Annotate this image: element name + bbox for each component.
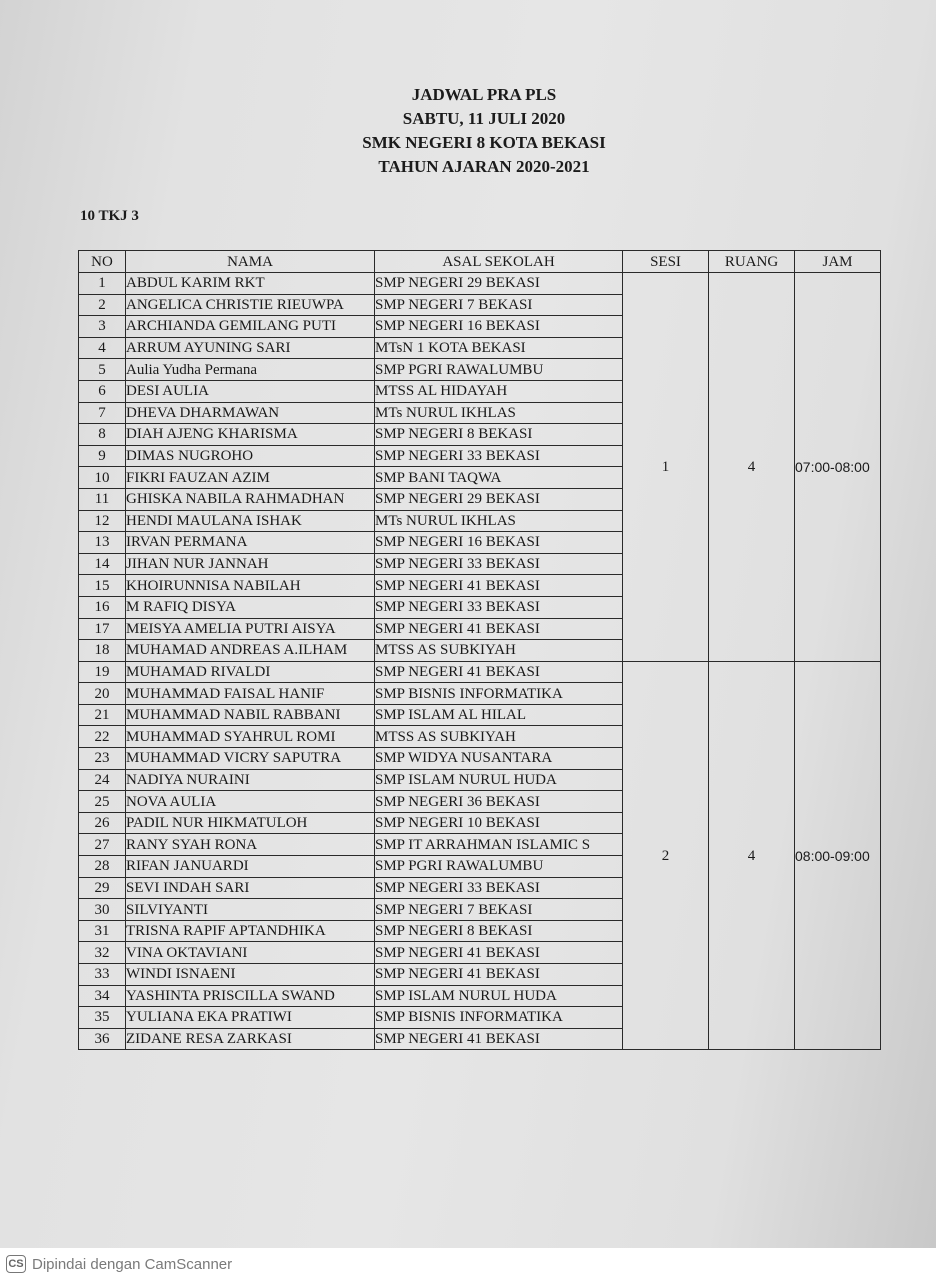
row-number: 32 xyxy=(79,942,126,964)
origin-school: MTs NURUL IKHLAS xyxy=(375,402,623,424)
student-name: VINA OKTAVIANI xyxy=(126,942,375,964)
row-number: 30 xyxy=(79,899,126,921)
student-name: YULIANA EKA PRATIWI xyxy=(126,1007,375,1029)
header-nama: NAMA xyxy=(126,251,375,273)
origin-school: MTsN 1 KOTA BEKASI xyxy=(375,337,623,359)
origin-school: MTSS AL HIDAYAH xyxy=(375,380,623,402)
camscanner-logo-icon: CS xyxy=(6,1255,26,1273)
row-number: 5 xyxy=(79,359,126,381)
row-number: 22 xyxy=(79,726,126,748)
origin-school: SMP NEGERI 33 BEKASI xyxy=(375,445,623,467)
student-name: JIHAN NUR JANNAH xyxy=(126,553,375,575)
school-line: SMK NEGERI 8 KOTA BEKASI xyxy=(362,133,606,152)
student-name: ARRUM AYUNING SARI xyxy=(126,337,375,359)
row-number: 18 xyxy=(79,640,126,662)
student-name: DESI AULIA xyxy=(126,380,375,402)
student-name: ZIDANE RESA ZARKASI xyxy=(126,1028,375,1050)
student-name: MEISYA AMELIA PUTRI AISYA xyxy=(126,618,375,640)
origin-school: SMP NEGERI 36 BEKASI xyxy=(375,791,623,813)
origin-school: MTs NURUL IKHLAS xyxy=(375,510,623,532)
student-name: ABDUL KARIM RKT xyxy=(126,273,375,295)
origin-school: MTSS AS SUBKIYAH xyxy=(375,640,623,662)
table-body xyxy=(79,273,881,1050)
origin-school: SMP ISLAM NURUL HUDA xyxy=(375,769,623,791)
student-name: FIKRI FAUZAN AZIM xyxy=(126,467,375,489)
student-name: DHEVA DHARMAWAN xyxy=(126,402,375,424)
student-name: MUHAMAD ANDREAS A.ILHAM xyxy=(126,640,375,662)
row-number: 17 xyxy=(79,618,126,640)
row-number: 13 xyxy=(79,532,126,554)
student-name: NADIYA NURAINI xyxy=(126,769,375,791)
student-name: NOVA AULIA xyxy=(126,791,375,813)
student-name: YASHINTA PRISCILLA SWAND xyxy=(126,985,375,1007)
student-name: RANY SYAH RONA xyxy=(126,834,375,856)
origin-school: SMP NEGERI 41 BEKASI xyxy=(375,1028,623,1050)
origin-school: SMP NEGERI 33 BEKASI xyxy=(375,877,623,899)
origin-school: SMP NEGERI 7 BEKASI xyxy=(375,294,623,316)
student-name: ARCHIANDA GEMILANG PUTI xyxy=(126,316,375,338)
row-number: 33 xyxy=(79,964,126,986)
year-line: TAHUN AJARAN 2020-2021 xyxy=(378,157,590,176)
origin-school: SMP NEGERI 41 BEKASI xyxy=(375,964,623,986)
student-name: MUHAMAD RIVALDI xyxy=(126,661,375,683)
row-number: 25 xyxy=(79,791,126,813)
row-number: 26 xyxy=(79,812,126,834)
schedule-table xyxy=(78,250,881,1050)
room-number: 4 xyxy=(709,661,795,1050)
student-name: IRVAN PERMANA xyxy=(126,532,375,554)
origin-school: SMP ISLAM AL HILAL xyxy=(375,704,623,726)
origin-school: SMP NEGERI 10 BEKASI xyxy=(375,812,623,834)
origin-school: SMP PGRI RAWALUMBU xyxy=(375,856,623,878)
row-number: 20 xyxy=(79,683,126,705)
student-name: TRISNA RAPIF APTANDHIKA xyxy=(126,920,375,942)
row-number: 15 xyxy=(79,575,126,597)
row-number: 29 xyxy=(79,877,126,899)
origin-school: SMP NEGERI 16 BEKASI xyxy=(375,316,623,338)
origin-school: SMP BISNIS INFORMATIKA xyxy=(375,1007,623,1029)
origin-school: SMP NEGERI 41 BEKASI xyxy=(375,618,623,640)
origin-school: SMP NEGERI 8 BEKASI xyxy=(375,424,623,446)
session-number: 1 xyxy=(623,273,709,662)
row-number: 12 xyxy=(79,510,126,532)
row-number: 6 xyxy=(79,380,126,402)
header-ruang: RUANG xyxy=(709,251,795,273)
origin-school: SMP NEGERI 41 BEKASI xyxy=(375,942,623,964)
class-label: 10 TKJ 3 xyxy=(80,208,139,224)
header-jam: JAM xyxy=(795,251,881,273)
table-row xyxy=(79,273,881,295)
origin-school: SMP NEGERI 33 BEKASI xyxy=(375,596,623,618)
student-name: WINDI ISNAENI xyxy=(126,964,375,986)
row-number: 35 xyxy=(79,1007,126,1029)
row-number: 11 xyxy=(79,488,126,510)
student-name: Aulia Yudha Permana xyxy=(126,359,375,381)
student-name: SEVI INDAH SARI xyxy=(126,877,375,899)
row-number: 24 xyxy=(79,769,126,791)
row-number: 36 xyxy=(79,1028,126,1050)
session-time: 07:00-08:00 xyxy=(795,273,881,662)
student-name: PADIL NUR HIKMATULOH xyxy=(126,812,375,834)
origin-school: SMP ISLAM NURUL HUDA xyxy=(375,985,623,1007)
origin-school: SMP NEGERI 7 BEKASI xyxy=(375,899,623,921)
row-number: 7 xyxy=(79,402,126,424)
row-number: 10 xyxy=(79,467,126,489)
student-name: GHISKA NABILA RAHMADHAN xyxy=(126,488,375,510)
table-header-row xyxy=(79,251,881,273)
student-name: HENDI MAULANA ISHAK xyxy=(126,510,375,532)
origin-school: SMP WIDYA NUSANTARA xyxy=(375,748,623,770)
student-name: KHOIRUNNISA NABILAH xyxy=(126,575,375,597)
header-sesi: SESI xyxy=(623,251,709,273)
origin-school: SMP NEGERI 16 BEKASI xyxy=(375,532,623,554)
room-number: 4 xyxy=(709,273,795,662)
table-row xyxy=(79,661,881,683)
row-number: 14 xyxy=(79,553,126,575)
row-number: 28 xyxy=(79,856,126,878)
session-time: 08:00-09:00 xyxy=(795,661,881,1050)
row-number: 23 xyxy=(79,748,126,770)
row-number: 4 xyxy=(79,337,126,359)
student-name: DIAH AJENG KHARISMA xyxy=(126,424,375,446)
origin-school: SMP NEGERI 8 BEKASI xyxy=(375,920,623,942)
origin-school: SMP NEGERI 41 BEKASI xyxy=(375,575,623,597)
student-name: RIFAN JANUARDI xyxy=(126,856,375,878)
student-name: MUHAMMAD SYAHRUL ROMI xyxy=(126,726,375,748)
header-no: NO xyxy=(79,251,126,273)
row-number: 27 xyxy=(79,834,126,856)
origin-school: SMP NEGERI 29 BEKASI xyxy=(375,273,623,295)
session-number: 2 xyxy=(623,661,709,1050)
origin-school: SMP NEGERI 33 BEKASI xyxy=(375,553,623,575)
student-name: DIMAS NUGROHO xyxy=(126,445,375,467)
scanner-watermark-text: Dipindai dengan CamScanner xyxy=(32,1255,233,1273)
origin-school: SMP BISNIS INFORMATIKA xyxy=(375,683,623,705)
header-asal-sekolah: ASAL SEKOLAH xyxy=(375,251,623,273)
origin-school: SMP IT ARRAHMAN ISLAMIC S xyxy=(375,834,623,856)
origin-school: SMP BANI TAQWA xyxy=(375,467,623,489)
title-line: JADWAL PRA PLS xyxy=(411,85,557,104)
row-number: 3 xyxy=(79,316,126,338)
student-name: M RAFIQ DISYA xyxy=(126,596,375,618)
student-name: ANGELICA CHRISTIE RIEUWPA xyxy=(126,294,375,316)
row-number: 16 xyxy=(79,596,126,618)
origin-school: SMP NEGERI 29 BEKASI xyxy=(375,488,623,510)
document-heading xyxy=(0,83,936,179)
row-number: 19 xyxy=(79,661,126,683)
row-number: 1 xyxy=(79,273,126,295)
row-number: 34 xyxy=(79,985,126,1007)
student-name: SILVIYANTI xyxy=(126,899,375,921)
student-name: MUHAMMAD VICRY SAPUTRA xyxy=(126,748,375,770)
origin-school: MTSS AS SUBKIYAH xyxy=(375,726,623,748)
row-number: 8 xyxy=(79,424,126,446)
row-number: 2 xyxy=(79,294,126,316)
date-line: SABTU, 11 JULI 2020 xyxy=(402,109,566,128)
row-number: 31 xyxy=(79,920,126,942)
origin-school: SMP PGRI RAWALUMBU xyxy=(375,359,623,381)
scanner-footer xyxy=(0,1248,936,1280)
student-name: MUHAMMAD NABIL RABBANI xyxy=(126,704,375,726)
row-number: 21 xyxy=(79,704,126,726)
student-name: MUHAMMAD FAISAL HANIF xyxy=(126,683,375,705)
row-number: 9 xyxy=(79,445,126,467)
origin-school: SMP NEGERI 41 BEKASI xyxy=(375,661,623,683)
